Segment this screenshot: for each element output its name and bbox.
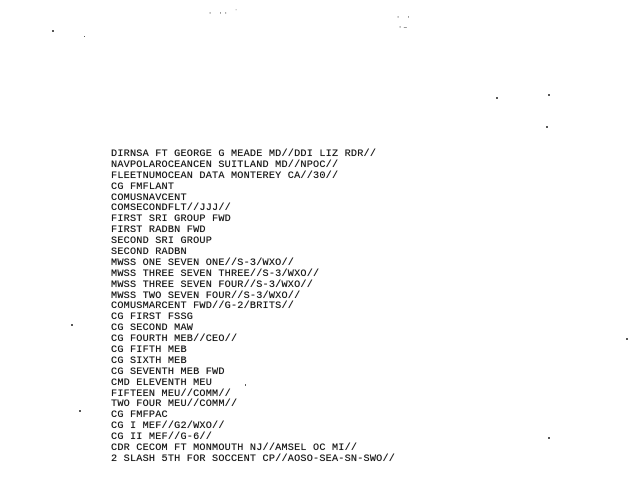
scan-speck bbox=[546, 126, 548, 128]
address-line: CG II MEF//G-6// bbox=[111, 432, 213, 444]
scan-mark-top-right-2: ·– bbox=[398, 24, 409, 32]
address-line: COMSECONDFLT//JJJ// bbox=[111, 203, 231, 215]
scan-speck bbox=[52, 30, 54, 32]
scan-speck bbox=[84, 36, 85, 37]
address-line: CG FIFTH MEB bbox=[111, 345, 187, 357]
address-line: DIRNSA FT GEORGE G MEADE MD//DDI LIZ RDR// bbox=[111, 149, 377, 160]
address-line: CG FIRST FSSG bbox=[111, 312, 194, 324]
address-line: 2 SLASH 5TH FOR SOCCENT CP//AOSO-SEA-SN-SWO// bbox=[111, 453, 396, 465]
address-line: TWO FOUR MEU//COMM// bbox=[111, 399, 238, 411]
address-line: FIRST SRI GROUP FWD bbox=[111, 214, 231, 226]
address-line: CG SIXTH MEB bbox=[111, 355, 187, 367]
address-line: FLEETNUMOCEAN DATA MONTEREY CA//30// bbox=[111, 170, 339, 182]
address-line: COMUSMARCENT FWD//G-2/BRITS// bbox=[111, 301, 295, 313]
scan-mark-top-right: · · bbox=[396, 14, 412, 22]
address-line: CG FMFPAC bbox=[111, 410, 168, 422]
address-line: CMD ELEVENTH MEU bbox=[111, 377, 213, 389]
address-line: SECOND SRI GROUP bbox=[111, 236, 213, 248]
address-line: FIFTEEN MEU//COMM// bbox=[111, 388, 231, 400]
address-line: SECOND RADBN bbox=[111, 247, 187, 259]
scan-speck bbox=[79, 410, 81, 412]
address-line: CG FMFLANT bbox=[111, 181, 175, 193]
address-line: CG I MEF//G2/WXO// bbox=[111, 421, 225, 433]
scan-speck bbox=[71, 324, 73, 326]
scan-speck bbox=[496, 97, 498, 99]
scan-speck bbox=[626, 338, 628, 340]
address-line: FIRST RADBN FWD bbox=[111, 225, 206, 237]
address-line: MWSS ONE SEVEN ONE//S-3/WXO// bbox=[111, 257, 295, 269]
address-line: COMUSNAVCENT bbox=[111, 192, 187, 204]
scan-speck bbox=[548, 94, 550, 96]
scan-speck bbox=[548, 437, 550, 439]
address-line: CG SEVENTH MEB FWD bbox=[111, 366, 225, 378]
address-line: CG SECOND MAW bbox=[111, 323, 194, 335]
address-line: MWSS THREE SEVEN FOUR//S-3/WXO// bbox=[111, 279, 314, 291]
address-line: CG FOURTH MEB//CEO// bbox=[111, 334, 238, 346]
address-list bbox=[111, 150, 395, 466]
address-line: NAVPOLAROCEANCEN SUITLAND MD//NPOC// bbox=[111, 159, 339, 171]
address-line: CDR CECOM FT MONMOUTH NJ//AMSEL OC MI// bbox=[111, 443, 358, 455]
address-line: MWSS TWO SEVEN FOUR//S-3/WXO// bbox=[111, 290, 301, 302]
scan-mark-top: · ·· ˙ bbox=[208, 10, 240, 18]
address-line: MWSS THREE SEVEN THREE//S-3/WXO// bbox=[111, 268, 320, 280]
